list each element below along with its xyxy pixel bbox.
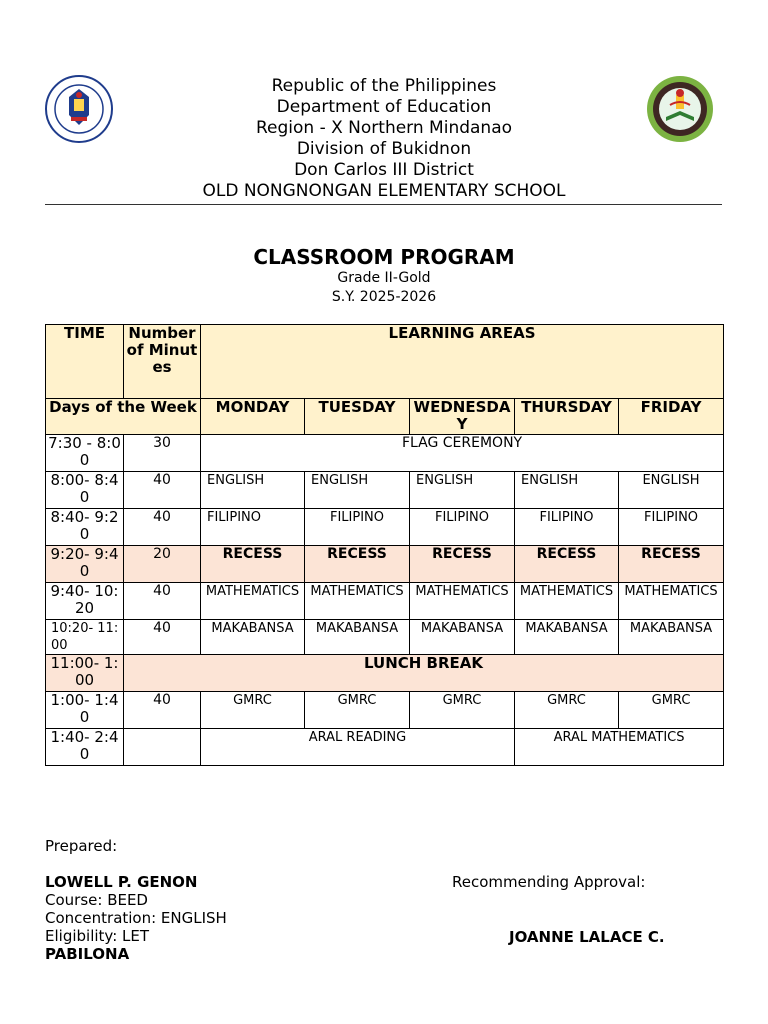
subject-cell: MAKABANSA: [305, 620, 410, 655]
recommending-approval-label: Recommending Approval:: [452, 873, 646, 891]
subject-cell: FILIPINO: [410, 509, 515, 546]
school-year: S.Y. 2025-2026: [331, 289, 437, 305]
minutes-cell: 20: [124, 546, 201, 583]
time-cell: 11:00- 1:00: [46, 655, 124, 692]
time-cell: 9:40- 10:20: [46, 583, 124, 620]
subject-cell: MAKABANSA: [515, 620, 619, 655]
time-cell: 7:30 - 8:00: [46, 435, 124, 472]
letterhead: [0, 76, 768, 202]
minutes-cell: 40: [124, 620, 201, 655]
subject-cell: MATHEMATICS: [305, 583, 410, 620]
subject-cell: GMRC: [305, 692, 410, 729]
subject-cell: MATHEMATICS: [515, 583, 619, 620]
header-day: MONDAY: [201, 399, 305, 435]
time-cell: 9:20- 9:40: [46, 546, 124, 583]
header-day: FRIDAY: [619, 399, 724, 435]
lunch-break-cell: LUNCH BREAK: [124, 655, 724, 692]
grade-section: Grade II-Gold: [337, 270, 431, 286]
table-row: [46, 620, 724, 655]
table-header-row: [46, 325, 724, 399]
subject-cell: GMRC: [201, 692, 305, 729]
recommender-name: JOANNE LALACE C.: [509, 928, 665, 946]
table-row: [46, 435, 724, 472]
recess-cell: RECESS: [305, 546, 410, 583]
preparer-block: [45, 873, 227, 963]
table-row: [46, 546, 724, 583]
minutes-cell: 40: [124, 692, 201, 729]
preparer-name-continued: PABILONA: [45, 945, 130, 963]
subject-cell: ENGLISH: [410, 472, 515, 509]
subject-cell: GMRC: [619, 692, 724, 729]
republic-line: Republic of the Philippines: [271, 76, 497, 96]
minutes-cell: [124, 729, 201, 766]
table-row: [46, 583, 724, 620]
header-day: THURSDAY: [515, 399, 619, 435]
subject-cell: ENGLISH: [619, 472, 724, 509]
department-line: Department of Education: [276, 97, 492, 117]
subject-cell: FILIPINO: [201, 509, 305, 546]
school-name: OLD NONGNONGAN ELEMENTARY SCHOOL: [202, 181, 566, 201]
subject-cell: MATHEMATICS: [410, 583, 515, 620]
recess-cell: RECESS: [619, 546, 724, 583]
merged-activity-cell: FLAG CEREMONY: [201, 435, 724, 472]
header-learning-areas: LEARNING AREAS: [201, 325, 724, 399]
subject-cell: MAKABANSA: [201, 620, 305, 655]
minutes-cell: 40: [124, 583, 201, 620]
preparer-course: Course: BEED: [45, 891, 148, 909]
table-row: [46, 655, 724, 692]
classroom-program-table: [45, 324, 724, 766]
subject-cell: ENGLISH: [305, 472, 410, 509]
document-title: CLASSROOM PROGRAM: [253, 245, 515, 269]
header-day: WEDNESDAY: [410, 399, 515, 435]
table-row: [46, 729, 724, 766]
time-cell: 10:20- 11:00: [46, 620, 124, 655]
division-line: Division of Bukidnon: [296, 139, 472, 159]
subject-cell: GMRC: [515, 692, 619, 729]
minutes-cell: 40: [124, 472, 201, 509]
preparer-eligibility: Eligibility: LET: [45, 927, 150, 945]
aral-reading-cell: ARAL READING: [201, 729, 515, 766]
subject-cell: FILIPINO: [305, 509, 410, 546]
preparer-name: LOWELL P. GENON: [45, 873, 198, 891]
header-minutes: Number of Minutes: [124, 325, 201, 399]
subject-cell: ENGLISH: [201, 472, 305, 509]
recess-cell: RECESS: [515, 546, 619, 583]
time-cell: 8:40- 9:20: [46, 509, 124, 546]
district-line: Don Carlos III District: [294, 160, 474, 180]
subject-cell: MAKABANSA: [619, 620, 724, 655]
table-row: [46, 509, 724, 546]
header-days-of-week: Days of the Week: [46, 399, 201, 435]
header-time: TIME: [46, 325, 124, 399]
table-row: [46, 692, 724, 729]
header-divider: [45, 204, 722, 205]
subject-cell: ENGLISH: [515, 472, 619, 509]
subject-cell: GMRC: [410, 692, 515, 729]
header-day: TUESDAY: [305, 399, 410, 435]
table-row: [46, 472, 724, 509]
table-days-row: [46, 399, 724, 435]
subject-cell: MATHEMATICS: [619, 583, 724, 620]
region-line: Region - X Northern Mindanao: [255, 118, 513, 138]
recess-cell: RECESS: [201, 546, 305, 583]
time-cell: 1:40- 2:40: [46, 729, 124, 766]
recess-cell: RECESS: [410, 546, 515, 583]
time-cell: 8:00- 8:40: [46, 472, 124, 509]
subject-cell: FILIPINO: [619, 509, 724, 546]
time-cell: 1:00- 1:40: [46, 692, 124, 729]
minutes-cell: 40: [124, 509, 201, 546]
subject-cell: FILIPINO: [515, 509, 619, 546]
prepared-label: Prepared:: [45, 837, 118, 855]
subject-cell: MAKABANSA: [410, 620, 515, 655]
aral-mathematics-cell: ARAL MATHEMATICS: [515, 729, 724, 766]
subject-cell: MATHEMATICS: [201, 583, 305, 620]
preparer-concentration: Concentration: ENGLISH: [45, 909, 227, 927]
minutes-cell: 30: [124, 435, 201, 472]
